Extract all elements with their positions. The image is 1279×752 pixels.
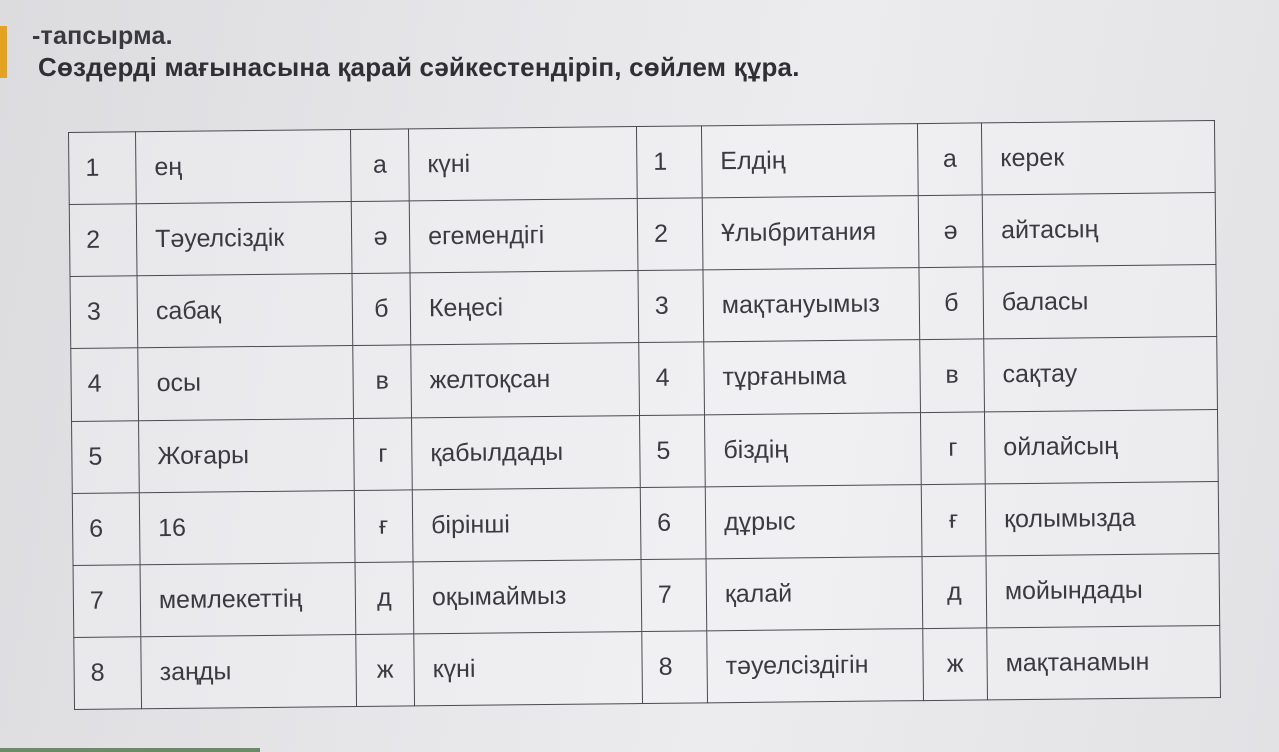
left-word-cell: 16: [139, 490, 355, 564]
page-edge-strip: [0, 748, 260, 752]
right-number-cell: 4: [639, 342, 705, 415]
right-number-cell: 7: [641, 559, 707, 632]
right-letter-cell: г: [920, 411, 985, 484]
left-match-word-cell: Кеңесі: [410, 271, 639, 346]
left-word-cell: мемлекеттің: [140, 562, 356, 636]
left-letter-cell: ж: [356, 634, 415, 707]
right-match-word-cell: керек: [981, 120, 1215, 195]
accent-bar: [0, 26, 7, 78]
left-number-cell: 3: [70, 276, 138, 349]
table-row: [74, 625, 1221, 709]
right-letter-cell: а: [917, 123, 982, 196]
right-letter-cell: б: [919, 267, 984, 340]
left-letter-cell: ә: [351, 201, 410, 274]
right-word-cell: дұрыс: [705, 484, 922, 558]
right-word-cell: Елдің: [701, 124, 918, 198]
left-match-word-cell: күні: [414, 631, 643, 706]
left-word-cell: сабақ: [137, 274, 353, 348]
right-number-cell: 2: [637, 198, 703, 271]
table-row: [72, 481, 1219, 565]
left-word-cell: Жоғары: [139, 418, 355, 492]
left-letter-cell: а: [350, 129, 409, 202]
table-row: [69, 193, 1216, 277]
matching-table-container: [68, 120, 1220, 710]
matching-table: [68, 120, 1221, 710]
right-number-cell: 1: [636, 126, 702, 199]
table-body: [69, 120, 1221, 709]
left-match-word-cell: егемендігі: [409, 199, 638, 274]
left-match-word-cell: желтоқсан: [411, 343, 640, 418]
left-number-cell: 1: [69, 132, 137, 205]
right-match-word-cell: мойындады: [986, 553, 1220, 628]
left-letter-cell: в: [353, 345, 412, 418]
left-letter-cell: г: [354, 417, 413, 490]
right-word-cell: біздің: [704, 412, 921, 486]
left-word-cell: Тәуелсіздік: [136, 202, 352, 276]
left-letter-cell: ғ: [354, 490, 413, 563]
left-word-cell: ең: [136, 130, 352, 204]
left-number-cell: 8: [74, 637, 142, 710]
right-letter-cell: ж: [923, 628, 988, 701]
right-number-cell: 8: [642, 631, 708, 704]
right-word-cell: қалай: [706, 556, 923, 630]
right-number-cell: 3: [638, 270, 704, 343]
right-letter-cell: ә: [918, 195, 983, 268]
right-match-word-cell: баласы: [983, 265, 1217, 340]
left-number-cell: 5: [72, 420, 140, 493]
table-row: [71, 337, 1218, 421]
right-match-word-cell: ойлайсың: [984, 409, 1218, 484]
left-match-word-cell: бірінші: [412, 487, 641, 562]
right-word-cell: тәуелсіздігін: [707, 628, 924, 702]
table-row: [72, 409, 1219, 493]
left-match-word-cell: қабылдады: [412, 415, 641, 490]
left-number-cell: 4: [71, 348, 139, 421]
right-letter-cell: ғ: [921, 484, 986, 557]
right-match-word-cell: мақтанамын: [987, 625, 1221, 700]
right-match-word-cell: қолымызда: [985, 481, 1219, 556]
right-word-cell: мақтануымыз: [703, 268, 920, 342]
left-number-cell: 2: [69, 204, 137, 277]
right-match-word-cell: сақтау: [984, 337, 1218, 412]
left-letter-cell: д: [355, 562, 414, 635]
left-match-word-cell: оқымаймыз: [413, 559, 642, 634]
left-word-cell: заңды: [141, 634, 357, 708]
table-row: [70, 265, 1217, 349]
left-number-cell: 7: [73, 565, 141, 638]
right-word-cell: тұрғаныма: [704, 340, 921, 414]
right-number-cell: 5: [639, 414, 705, 487]
right-letter-cell: в: [920, 339, 985, 412]
right-match-word-cell: айтасың: [982, 193, 1216, 268]
right-letter-cell: д: [922, 556, 987, 629]
right-word-cell: Ұлыбритания: [702, 196, 919, 270]
table-row: [73, 553, 1220, 637]
right-number-cell: 6: [640, 486, 706, 559]
task-number: -тапсырма.: [32, 22, 173, 50]
left-word-cell: осы: [138, 346, 354, 420]
task-instruction: Сөздерді мағынасына қарай сәйкестендіріп, сөйлем құра.: [38, 52, 800, 82]
left-number-cell: 6: [72, 492, 140, 565]
table-row: [69, 120, 1216, 204]
left-letter-cell: б: [352, 273, 411, 346]
left-match-word-cell: күні: [408, 127, 637, 202]
